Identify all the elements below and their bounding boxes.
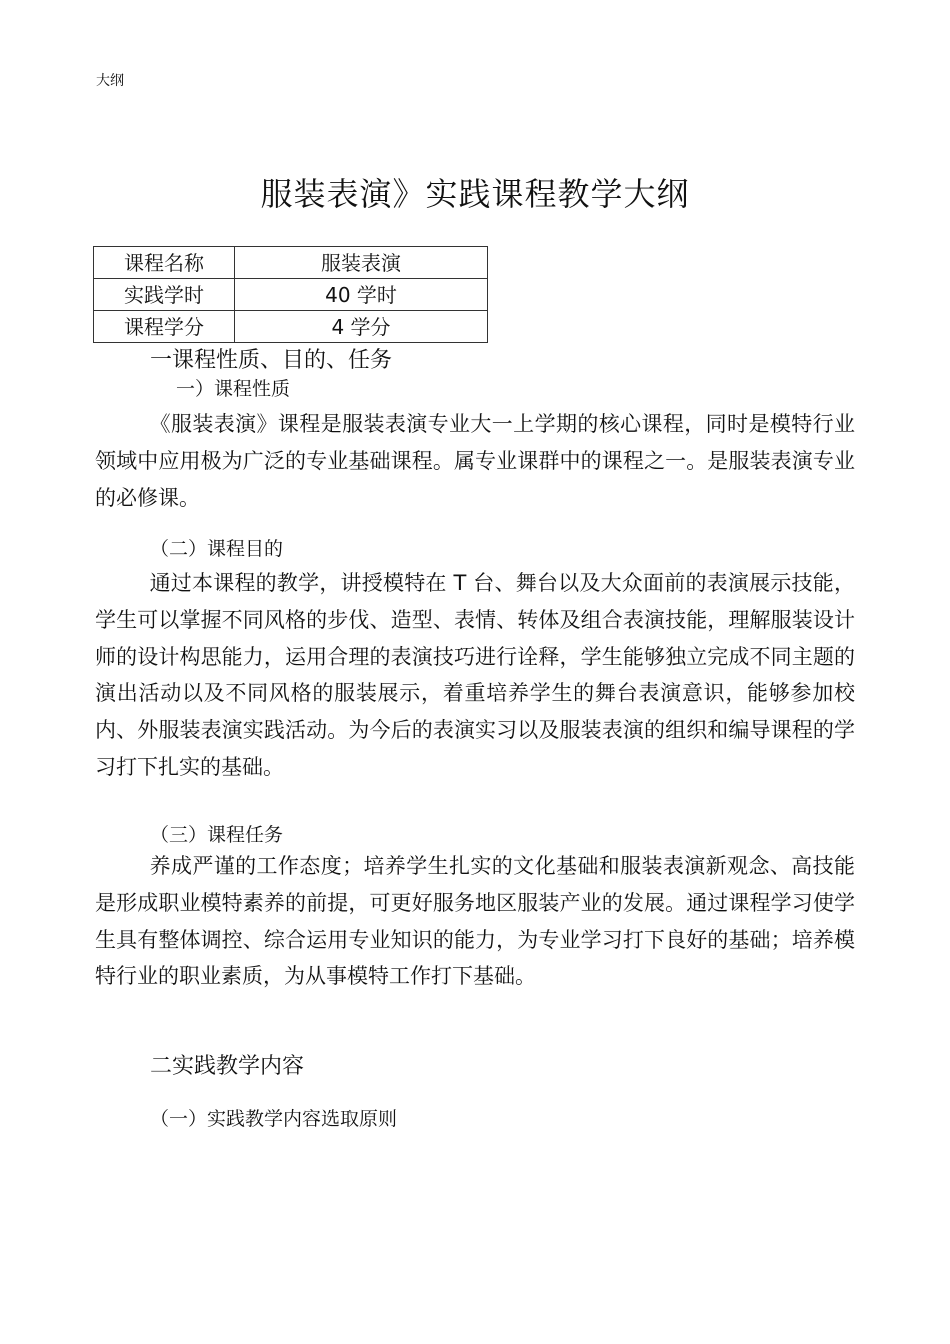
course-nature-paragraph: 《服装表演》课程是服装表演专业大一上学期的核心课程，同时是模特行业领域中应用极为广泛的专业基础课程。属专业课群中的课程之一。是服装表演专业的必修课。 (95, 412, 855, 510)
subsection-content-principles-heading: （一）实践教学内容选取原则 (150, 1108, 398, 1130)
section-2-heading: 二实践教学内容 (150, 1054, 305, 1079)
subsection-course-nature-heading: 一）课程性质 (176, 378, 291, 400)
document-title: 服装表演》实践课程教学大纲 (260, 175, 690, 213)
table-cell-value: 服装表演 (235, 247, 488, 279)
course-purpose-paragraph: 通过本课程的教学，讲授模特在 T 台、舞台以及大众面前的表演展示技能，学生可以掌握不同风格的步伐、造型、表情、转体及组合表演技能，理解服装设计师的设计构思能力，运用合理的表演技巧进行诠释，学生能够独立完成不同主题的演出活动以及不同风格的服装展示，着重培养学生的舞台表演意识，能够参加校内、外服装表演实践活动。为今后的表演实习以及服装表演的组织和编导课程的学习打下扎实的基础。 (95, 571, 855, 779)
table-cell-label: 实践学时 (94, 279, 235, 311)
page-header-tag: 大纲 (96, 73, 124, 89)
table-row (94, 247, 488, 279)
course-info-table (93, 246, 488, 343)
subsection-course-tasks-heading: （三）课程任务 (150, 824, 284, 846)
course-tasks-paragraph: 养成严谨的工作态度；培养学生扎实的文化基础和服装表演新观念、高技能是形成职业模特素养的前提，可更好服务地区服装产业的发展。通过课程学习使学生具有整体调控、综合运用专业知识的能力，为专业学习打下良好的基础；培养模特行业的职业素质，为从事模特工作打下基础。 (95, 854, 855, 989)
table-row (94, 279, 488, 311)
subsection-course-purpose-heading: （二）课程目的 (150, 538, 284, 560)
table-cell-value: 4 学分 (235, 311, 488, 343)
table-cell-label: 课程学分 (94, 311, 235, 343)
section-1-heading: 一课程性质、目的、任务 (150, 348, 393, 373)
table-cell-value: 40 学时 (235, 279, 488, 311)
table-row (94, 311, 488, 343)
table-cell-label: 课程名称 (94, 247, 235, 279)
